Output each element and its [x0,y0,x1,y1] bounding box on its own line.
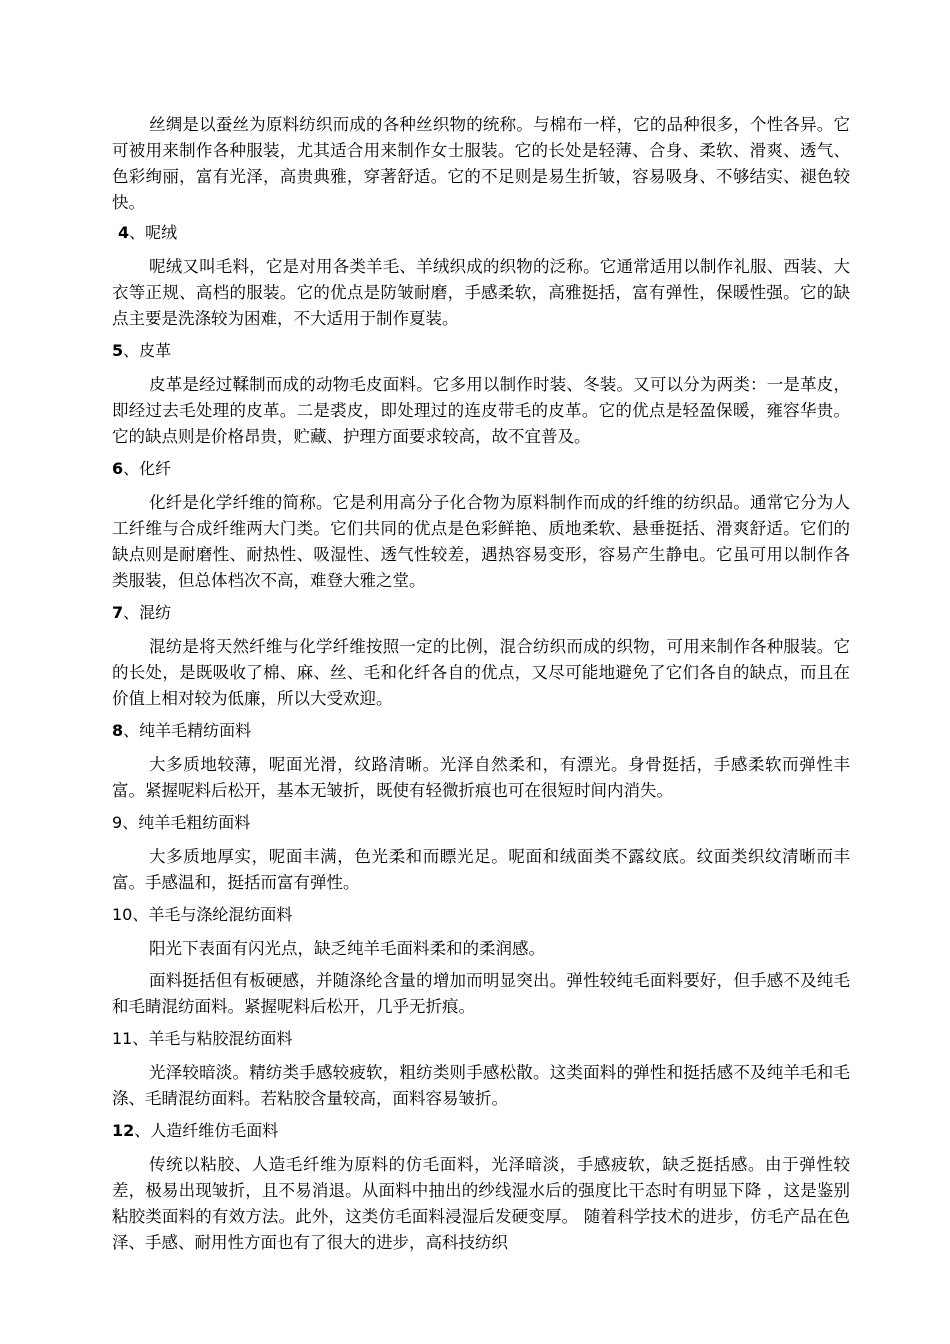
section-number: 7 [112,603,124,622]
section-heading [112,1026,850,1052]
section-number: 8 [112,721,124,740]
section-heading [112,902,850,928]
body-paragraph: 丝绸是以蚕丝为原料纺织而成的各种丝织物的统称。与棉布一样，它的品种很多，个性各异。它可被用来制作各种服装，尤其适合用来制作女士服装。它的长处是轻薄、合身、柔软、滑爽、透气、色彩绚丽，富有光泽，高贵典雅，穿著舒适。它的不足则是易生折皱，容易吸身、不够结实、褪色较快。 [112,115,850,212]
section-heading [112,456,850,482]
body-paragraph: 面料挺括但有板硬感，并随涤纶含量的增加而明显突出。弹性较纯毛面料要好，但手感不及纯毛和毛睛混纺面料。紧握呢料后松开，几乎无折痕。 [112,971,850,1016]
section-heading [112,718,850,744]
section-title: 、纯羊毛粗纺面料 [122,813,251,832]
section-title: 、混纺 [123,603,172,622]
section-title: 、纯羊毛精纺面料 [123,721,252,740]
body-paragraph: 光泽较暗淡。精纺类手感较疲软，粗纺类则手感松散。这类面料的弹性和挺括感不及纯羊毛和毛涤、毛睛混纺面料。若粘胶含量较高，面料容易皱折。 [112,1063,850,1108]
section-title: 、羊毛与涤纶混纺面料 [132,905,293,924]
section-number: 4 [118,223,130,242]
section-heading [112,338,850,364]
section-title: 、人造纤维仿毛面料 [134,1121,279,1140]
body-paragraph: 化纤是化学纤维的简称。它是利用高分子化合物为原料制作而成的纤维的纺织品。通常它分为人工纤维与合成纤维两大门类。它们共同的优点是色彩鲜艳、质地柔软、悬垂挺括、滑爽舒适。它们的缺点则是耐磨性、耐热性、吸湿性、透气性较差，遇热容易变形，容易产生静电。它虽可用以制作各类服装，但总体档次不高，难登大雅之堂。 [112,493,850,590]
section-number: 11 [112,1029,133,1048]
body-paragraph: 大多质地厚实，呢面丰满，色光柔和而瞟光足。呢面和绒面类不露纹底。纹面类织纹清晰而丰富。手感温和，挺括而富有弹性。 [112,847,850,892]
body-paragraph: 传统以粘胶、人造毛纤维为原料的仿毛面料，光泽暗淡，手感疲软，缺乏挺括感。由于弹性较差，极易出现皱折，且不易消退。从面料中抽出的纱线湿水后的强度比干态时有明显下降 ，这是鉴别粘胶类面料的有效方法。此外，这类仿毛面料浸湿后发硬变厚。 随着科学技术的进步，仿毛产品在色泽、手感、耐用性方面也有了很大的进步，高科技纺织 [112,1155,850,1252]
document-body [112,112,850,1262]
body-paragraph: 大多质地较薄，呢面光滑，纹路清晰。光泽自然柔和，有漂光。身骨挺括，手感柔软而弹性丰富。紧握呢料后松开，基本无皱折，既使有轻微折痕也可在很短时间内消失。 [112,755,850,800]
body-paragraph: 皮革是经过鞣制而成的动物毛皮面料。它多用以制作时装、冬装。又可以分为两类：一是革皮，即经过去毛处理的皮革。二是裘皮，即处理过的连皮带毛的皮革。它的优点是轻盈保暖，雍容华贵。它的缺点则是价格昂贵，贮藏、护理方面要求较高，故不宜普及。 [112,375,850,446]
section-title: 、皮革 [123,341,172,360]
section-number: 12 [112,1121,135,1140]
section-heading [112,810,850,836]
body-paragraph: 呢绒又叫毛料，它是对用各类羊毛、羊绒织成的织物的泛称。它通常适用以制作礼服、西装、大衣等正规、高档的服装。它的优点是防皱耐磨，手感柔软，高雅挺括，富有弹性，保暖性强。它的缺点主要是洗涤较为困难，不大适用于制作夏装。 [112,257,850,328]
body-paragraph: 阳光下表面有闪光点，缺乏纯羊毛面料柔和的柔润感。 [149,939,545,958]
section-number: 6 [112,459,124,478]
section-title: 、羊毛与粘胶混纺面料 [132,1029,293,1048]
section-heading [112,1118,850,1144]
section-number: 10 [112,905,133,924]
section-heading [112,600,850,626]
section-number: 5 [112,341,124,360]
section-number: 9 [112,813,123,832]
section-title: 、化纤 [123,459,172,478]
body-paragraph: 混纺是将天然纤维与化学纤维按照一定的比例，混合纺织而成的织物，可用来制作各种服装。它的长处，是既吸收了棉、麻、丝、毛和化纤各自的优点，又尽可能地避免了它们各自的缺点，而且在价值上相对较为低廉，所以大受欢迎。 [112,637,850,708]
section-title: 、呢绒 [129,223,178,242]
section-heading [118,220,850,246]
